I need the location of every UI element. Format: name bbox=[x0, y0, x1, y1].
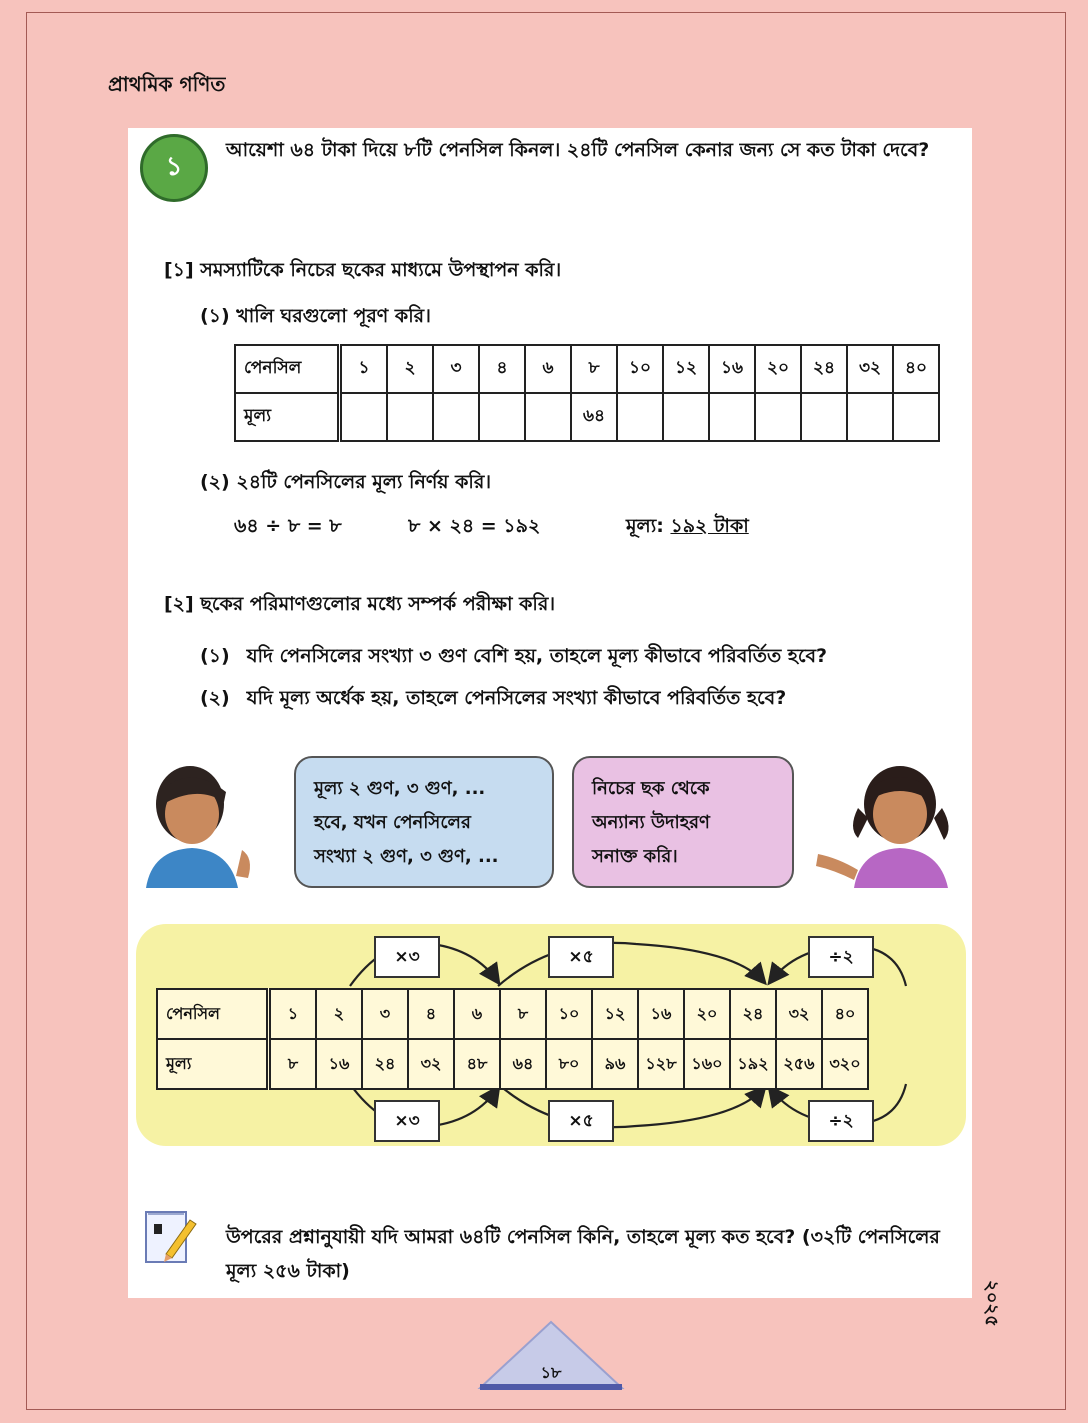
content-sheet bbox=[128, 128, 972, 1298]
calc-multiplication: ৮ × ২৪ = ১৯২ bbox=[408, 515, 541, 537]
table-cell: ১২ bbox=[663, 345, 709, 393]
table-cell: ১ bbox=[340, 345, 388, 393]
table-cell bbox=[479, 393, 525, 441]
notepad-pencil-icon bbox=[142, 1206, 198, 1266]
question-2-number: (২) bbox=[200, 687, 230, 709]
table-row-price bbox=[235, 393, 939, 441]
section1-sub1: (১) খালি ঘরগুলো পূরণ করি। bbox=[200, 305, 431, 327]
boy-bubble-line: মূল্য ২ গুণ, ৩ গুণ, ... bbox=[314, 778, 486, 799]
boy-illustration bbox=[138, 758, 258, 888]
table-cell: ৩২ bbox=[847, 345, 893, 393]
table-cell: ৩ bbox=[433, 345, 479, 393]
boy-bubble-line: সংখ্যা ২ গুণ, ৩ গুণ, ... bbox=[314, 846, 499, 867]
table-cell: ১৬ bbox=[316, 1039, 362, 1089]
table-cell: ১৬ bbox=[709, 345, 755, 393]
table-cell: ২৪ bbox=[730, 989, 776, 1039]
section1-sub2: (২) ২৪টি পেনসিলের মূল্য নির্ণয় করি। bbox=[200, 471, 492, 493]
row-label-price: মূল্য bbox=[235, 393, 340, 441]
problem-icon bbox=[140, 134, 208, 202]
table-cell: ৯৬ bbox=[592, 1039, 638, 1089]
table-cell bbox=[893, 393, 939, 441]
question-2 bbox=[200, 684, 786, 716]
table-cell: ৬৪ bbox=[500, 1039, 546, 1089]
price-fill-table bbox=[234, 344, 940, 442]
girl-illustration bbox=[808, 758, 958, 888]
table-cell: ৪ bbox=[408, 989, 454, 1039]
table-cell: ৪০ bbox=[893, 345, 939, 393]
table-cell: ২৫৬ bbox=[776, 1039, 822, 1089]
table-row-pencil bbox=[235, 345, 939, 393]
table-cell: ৪৮ bbox=[454, 1039, 500, 1089]
table-cell bbox=[663, 393, 709, 441]
calc-division: ৬৪ ÷ ৮ = ৮ bbox=[234, 515, 342, 537]
price-answer: ১৯২ টাকা bbox=[670, 515, 749, 537]
page-number: ১৮ bbox=[540, 1363, 562, 1382]
table-cell bbox=[709, 393, 755, 441]
op-times3-bottom: ×৩ bbox=[374, 1100, 440, 1142]
table-cell: ২ bbox=[387, 345, 433, 393]
question-1-text: যদি পেনসিলের সংখ্যা ৩ গুণ বেশি হয়, তাহলে মূল্য কীভাবে পরিবর্তিত হবে? bbox=[246, 645, 828, 667]
section1-heading: [১] সমস্যাটিকে নিচের ছকের মাধ্যমে উপস্থাপন করি। bbox=[164, 259, 562, 281]
table-cell: ১২৮ bbox=[638, 1039, 684, 1089]
table-cell bbox=[433, 393, 479, 441]
table-cell: ৩ bbox=[362, 989, 408, 1039]
price-result bbox=[626, 512, 749, 544]
table-cell: ১৯২ bbox=[730, 1039, 776, 1089]
table-cell: ১৬ bbox=[638, 989, 684, 1039]
table-cell bbox=[755, 393, 801, 441]
table-cell bbox=[387, 393, 433, 441]
table-cell: ৮ bbox=[269, 1039, 317, 1089]
table-cell: ৪ bbox=[479, 345, 525, 393]
table-cell: ৮০ bbox=[546, 1039, 592, 1089]
side-number: ২০২৫ bbox=[981, 1280, 1002, 1327]
table-cell bbox=[847, 393, 893, 441]
table-cell: ৩২ bbox=[776, 989, 822, 1039]
op-times5-bottom: ×৫ bbox=[548, 1100, 614, 1142]
problem-statement: আয়েশা ৬৪ টাকা দিয়ে ৮টি পেনসিল কিনল। ২৪টি পেনসিল কেনার জন্য সে কত টাকা দেবে? bbox=[226, 139, 930, 161]
girl-bubble-line: সনাক্ত করি। bbox=[592, 846, 678, 867]
table-cell: ২৪ bbox=[801, 345, 847, 393]
op-div2-top: ÷২ bbox=[808, 936, 874, 978]
table-cell: ১০ bbox=[546, 989, 592, 1039]
table-cell: ২০ bbox=[684, 989, 730, 1039]
table-cell: ২০ bbox=[755, 345, 801, 393]
relation-table bbox=[156, 988, 869, 1090]
table-cell: ১২ bbox=[592, 989, 638, 1039]
table-cell: ৬ bbox=[454, 989, 500, 1039]
table-cell: ১৬০ bbox=[684, 1039, 730, 1089]
table-cell: ৩২ bbox=[408, 1039, 454, 1089]
girl-speech-bubble bbox=[572, 756, 794, 888]
price-label: মূল্য: bbox=[626, 515, 664, 537]
op-times5-top: ×৫ bbox=[548, 936, 614, 978]
girl-bubble-line: অন্যান্য উদাহরণ bbox=[592, 812, 710, 833]
table-cell: ২ bbox=[316, 989, 362, 1039]
row-label-pencil: পেনসিল bbox=[235, 345, 340, 393]
table-cell: ২৪ bbox=[362, 1039, 408, 1089]
table-cell bbox=[340, 393, 388, 441]
girl-bubble-line: নিচের ছক থেকে bbox=[592, 778, 710, 799]
op-div2-bottom: ÷২ bbox=[808, 1100, 874, 1142]
table-cell bbox=[801, 393, 847, 441]
row-label-price: মূল্য bbox=[157, 1039, 269, 1089]
row-label-pencil: পেনসিল bbox=[157, 989, 269, 1039]
table-cell bbox=[617, 393, 663, 441]
table-cell: ৮ bbox=[571, 345, 617, 393]
question-1 bbox=[200, 642, 827, 674]
boy-bubble-line: হবে, যখন পেনসিলের bbox=[314, 812, 471, 833]
boy-speech-bubble bbox=[294, 756, 554, 888]
op-times3-top: ×৩ bbox=[374, 936, 440, 978]
table-cell: ৩২০ bbox=[822, 1039, 868, 1089]
table-cell: ১ bbox=[269, 989, 317, 1039]
table-cell bbox=[525, 393, 571, 441]
table-cell: ৬৪ bbox=[571, 393, 617, 441]
note-text: উপরের প্রশ্নানুযায়ী যদি আমরা ৬৪টি পেনসিল কিনি, তাহলে মূল্য কত হবে? (৩২টি পেনসিলের মূল্য ২৫৬ টাকা) bbox=[226, 1226, 940, 1282]
table-cell: ১০ bbox=[617, 345, 663, 393]
problem-icon-label: ১ bbox=[165, 152, 183, 182]
book-title: প্রাথমিক গণিত bbox=[108, 72, 226, 96]
table-row-pencil bbox=[157, 989, 868, 1039]
question-1-number: (১) bbox=[200, 645, 230, 667]
section2-heading: [২] ছকের পরিমাণগুলোর মধ্যে সম্পর্ক পরীক্ষা করি। bbox=[164, 593, 556, 615]
table-cell: ৮ bbox=[500, 989, 546, 1039]
question-2-text: যদি মূল্য অর্ধেক হয়, তাহলে পেনসিলের সংখ্যা কীভাবে পরিবর্তিত হবে? bbox=[246, 687, 787, 709]
table-cell: ৪০ bbox=[822, 989, 868, 1039]
table-cell: ৬ bbox=[525, 345, 571, 393]
table-row-price bbox=[157, 1039, 868, 1089]
